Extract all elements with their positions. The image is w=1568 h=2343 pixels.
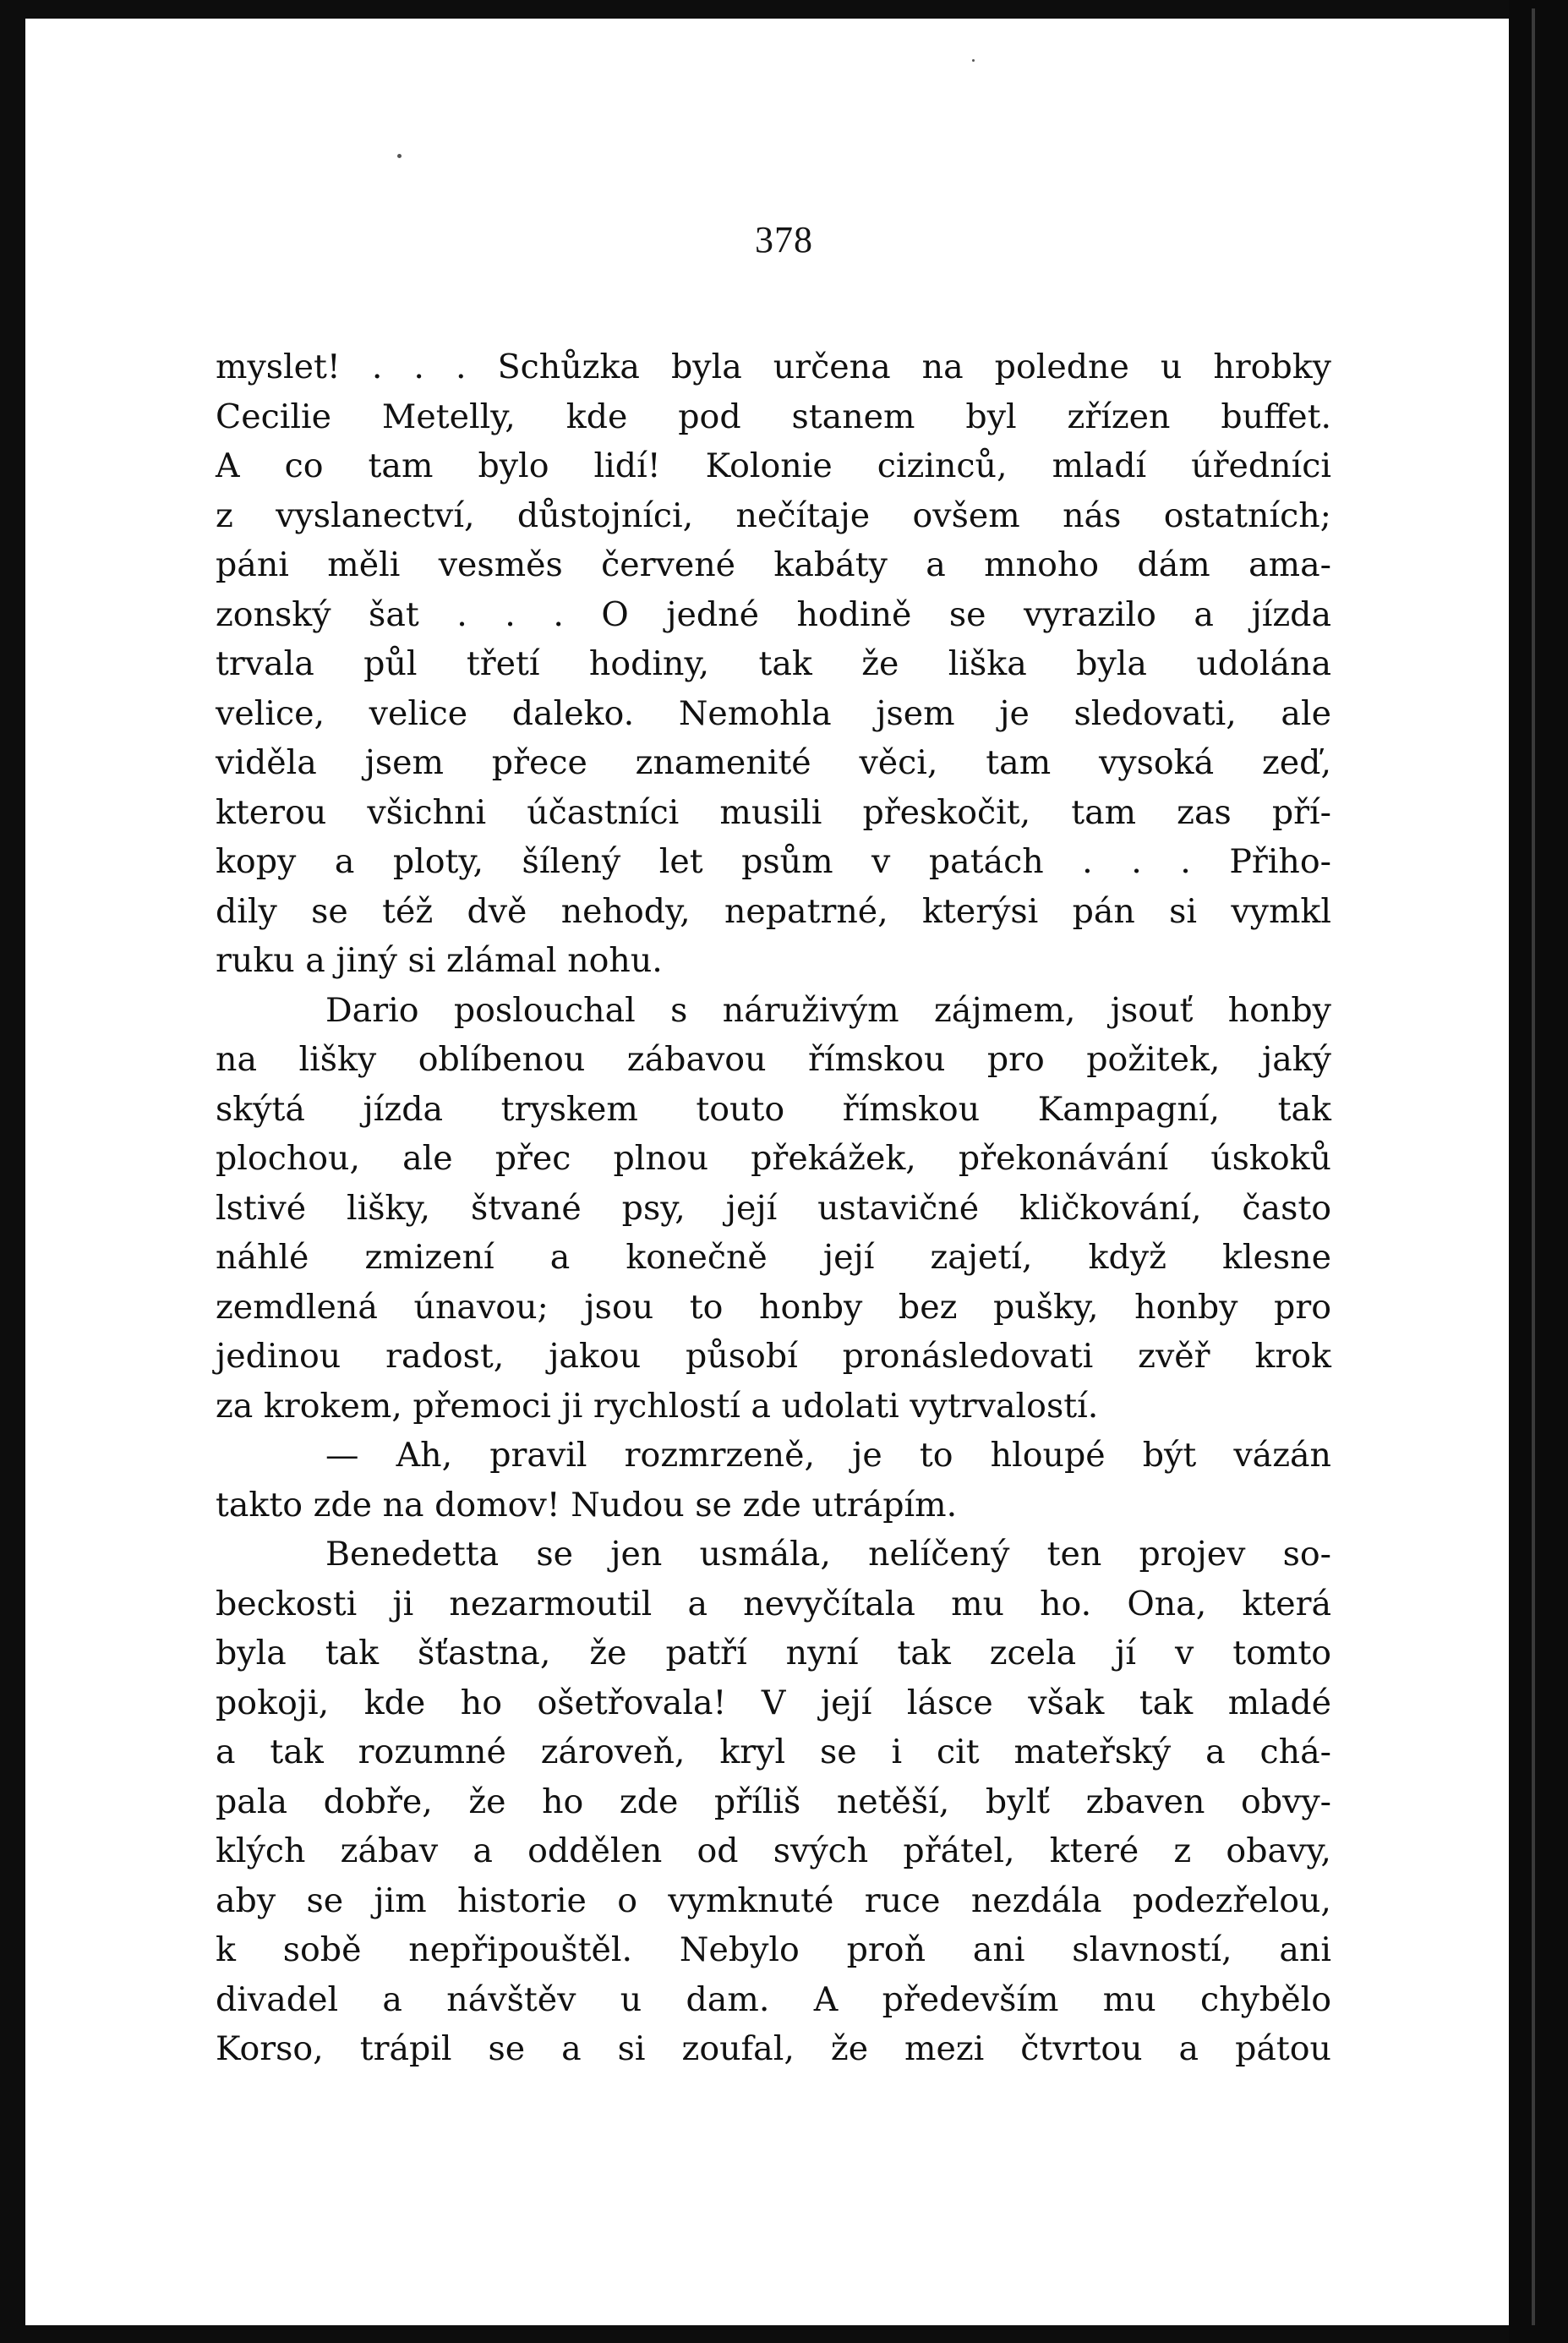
text-line: plochou, ale přec plnou překážek, překonávání úskoků xyxy=(216,1139,1331,1178)
text-line: a tak rozumné zároveň, kryl se i cit mateřský a chá- xyxy=(216,1733,1331,1771)
text-line: z vyslanectví, důstojníci, nečítaje ovšem nás ostatních; xyxy=(216,495,1331,535)
text-line: Korso, trápil se a si zoufal, že mezi čtvrtou a pátou xyxy=(216,2029,1331,2068)
text-line: klých zábav a oddělen od svých přátel, které z obavy, xyxy=(216,1831,1331,1870)
page-number: 378 xyxy=(755,219,813,260)
text-line: na lišky oblíbenou zábavou římskou pro požitek, jaký xyxy=(216,1040,1331,1079)
text-line: jedinou radost, jakou působí pronásledovati zvěř krok xyxy=(216,1337,1331,1376)
text-line: trvala půl třetí hodiny, tak že liška byla udolána xyxy=(216,644,1331,683)
text-line: byla tak šťastna, že patří nyní tak zcela jí v tomto xyxy=(216,1634,1331,1672)
text-line: divadel a návštěv u dam. A především mu chybělo xyxy=(216,1979,1331,2019)
text-line: — Ah, pravil rozmrzeně, je to hloupé být vázán xyxy=(325,1436,1331,1475)
body-text xyxy=(216,342,1331,2074)
text-line: viděla jsem přece znamenité věci, tam vysoká zeď, xyxy=(216,743,1331,782)
text-line: takto zde na domov! Nudou se zde utrápím. xyxy=(216,1485,958,1525)
text-line: pokoji, kde ho ošetřovala! V její lásce však tak mladé xyxy=(216,1683,1331,1722)
text-line: páni měli vesměs červené kabáty a mnoho dám ama- xyxy=(216,545,1331,584)
text-line: náhlé zmizení a konečně její zajetí, když klesne xyxy=(216,1238,1331,1277)
scan-speck xyxy=(972,59,975,62)
scan-speck xyxy=(397,154,402,158)
text-line: aby se jim historie o vymknuté ruce nezdála podezřelou, xyxy=(216,1880,1331,1920)
text-line: lstivé lišky, štvané psy, její ustavičné kličkování, často xyxy=(216,1188,1331,1228)
text-line: kopy a ploty, šílený let psům v patách . . . Přiho- xyxy=(216,842,1331,881)
text-line: za krokem, přemoci ji rychlostí a udolati vytrvalostí. xyxy=(216,1386,1099,1426)
text-line: ruku a jiný si zlámal nohu. xyxy=(216,941,663,980)
text-line: dily se též dvě nehody, nepatrné, kterýsi pán si vymkl xyxy=(216,891,1331,931)
text-line: Cecilie Metelly, kde pod stanem byl zřízen buffet. xyxy=(216,397,1331,436)
text-line: pala dobře, že ho zde příliš netěší, bylť zbaven obvy- xyxy=(216,1782,1331,1821)
scan-edge xyxy=(1509,0,1568,2343)
text-line: skýtá jízda tryskem touto římskou Kampagní, tak xyxy=(216,1089,1331,1129)
text-line: zemdlená únavou; jsou to honby bez pušky, honby pro xyxy=(216,1287,1331,1327)
text-line: myslet! . . . Schůzka byla určena na poledne u hrobky xyxy=(216,348,1331,386)
text-line: Dario poslouchal s náruživým zájmem, jsouť honby xyxy=(325,990,1331,1030)
text-line: zonský šat . . . O jedné hodině se vyrazilo a jízda xyxy=(216,594,1331,634)
text-line: k sobě nepřipouštěl. Nebylo proň ani slavností, ani xyxy=(216,1930,1331,1969)
text-line: kterou všichni účastníci musili přeskočit, tam zas pří- xyxy=(216,792,1331,832)
text-line: velice, velice daleko. Nemohla jsem je sledovati, ale xyxy=(216,693,1331,733)
scan-edge-line xyxy=(1532,8,1535,2325)
text-line: beckosti ji nezarmoutil a nevyčítala mu ho. Ona, která xyxy=(216,1584,1331,1623)
text-line: Benedetta se jen usmála, nelíčený ten projev so- xyxy=(325,1535,1331,1574)
text-line: A co tam bylo lidí! Kolonie cizinců, mladí úředníci xyxy=(216,446,1331,485)
